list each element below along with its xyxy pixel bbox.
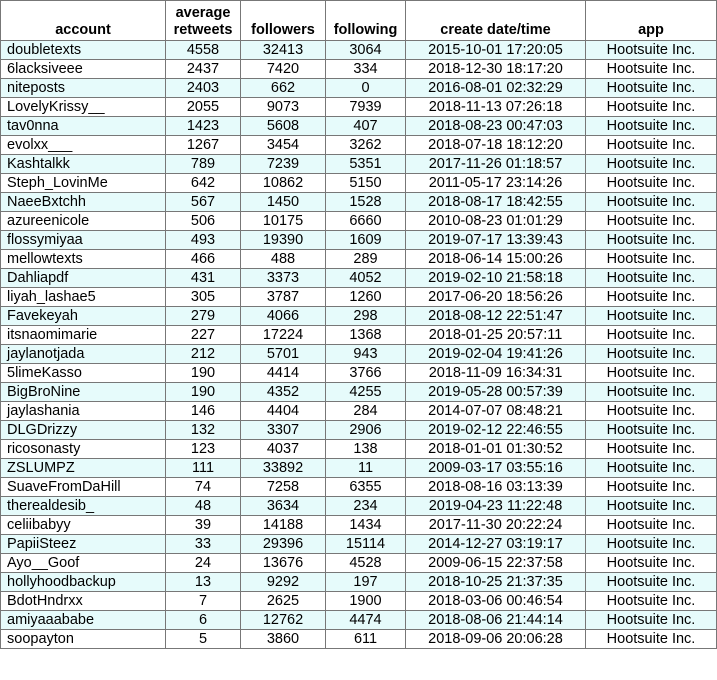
cell-followers: 9292 <box>241 573 326 592</box>
table-row <box>1 383 717 402</box>
cell-account: Dahliapdf <box>1 269 166 288</box>
cell-followers: 4414 <box>241 364 326 383</box>
cell-account: azureenicole <box>1 212 166 231</box>
table-row <box>1 592 717 611</box>
cell-average-retweets: 2437 <box>166 60 241 79</box>
cell-followers: 3454 <box>241 136 326 155</box>
table-row <box>1 307 717 326</box>
cell-average-retweets: 6 <box>166 611 241 630</box>
cell-average-retweets: 111 <box>166 459 241 478</box>
cell-create-date: 2018-11-09 16:34:31 <box>406 364 586 383</box>
cell-account: 6lacksiveee <box>1 60 166 79</box>
table-row <box>1 60 717 79</box>
cell-average-retweets: 431 <box>166 269 241 288</box>
cell-app: Hootsuite Inc. <box>586 288 717 307</box>
cell-app: Hootsuite Inc. <box>586 98 717 117</box>
cell-following: 138 <box>326 440 406 459</box>
cell-followers: 13676 <box>241 554 326 573</box>
cell-account: DLGDrizzy <box>1 421 166 440</box>
cell-app: Hootsuite Inc. <box>586 60 717 79</box>
cell-followers: 1450 <box>241 193 326 212</box>
table-row <box>1 212 717 231</box>
header-row <box>1 1 717 41</box>
cell-account: LovelyKrissy__ <box>1 98 166 117</box>
cell-create-date: 2017-11-30 20:22:24 <box>406 516 586 535</box>
cell-create-date: 2009-06-15 22:37:58 <box>406 554 586 573</box>
table-row <box>1 174 717 193</box>
table-row <box>1 155 717 174</box>
cell-create-date: 2011-05-17 23:14:26 <box>406 174 586 193</box>
cell-create-date: 2018-08-17 18:42:55 <box>406 193 586 212</box>
cell-create-date: 2018-09-06 20:06:28 <box>406 630 586 649</box>
cell-create-date: 2014-12-27 03:19:17 <box>406 535 586 554</box>
cell-following: 1609 <box>326 231 406 250</box>
cell-app: Hootsuite Inc. <box>586 592 717 611</box>
table-row <box>1 516 717 535</box>
header-following: following <box>326 1 406 41</box>
cell-account: NaeeBxtchh <box>1 193 166 212</box>
cell-followers: 32413 <box>241 41 326 60</box>
cell-create-date: 2019-02-04 19:41:26 <box>406 345 586 364</box>
table-row <box>1 288 717 307</box>
cell-following: 15114 <box>326 535 406 554</box>
cell-app: Hootsuite Inc. <box>586 554 717 573</box>
cell-account: Kashtalkk <box>1 155 166 174</box>
cell-app: Hootsuite Inc. <box>586 421 717 440</box>
cell-average-retweets: 146 <box>166 402 241 421</box>
header-account: account <box>1 1 166 41</box>
table-row <box>1 459 717 478</box>
cell-average-retweets: 39 <box>166 516 241 535</box>
cell-account: flossymiyaa <box>1 231 166 250</box>
cell-following: 334 <box>326 60 406 79</box>
table-row <box>1 535 717 554</box>
cell-account: ricosonasty <box>1 440 166 459</box>
cell-followers: 4066 <box>241 307 326 326</box>
cell-create-date: 2016-08-01 02:32:29 <box>406 79 586 98</box>
cell-app: Hootsuite Inc. <box>586 345 717 364</box>
cell-followers: 7258 <box>241 478 326 497</box>
cell-account: Steph_LovinMe <box>1 174 166 193</box>
cell-average-retweets: 279 <box>166 307 241 326</box>
cell-following: 5150 <box>326 174 406 193</box>
cell-app: Hootsuite Inc. <box>586 459 717 478</box>
cell-average-retweets: 493 <box>166 231 241 250</box>
cell-following: 1900 <box>326 592 406 611</box>
table-row <box>1 364 717 383</box>
cell-following: 7939 <box>326 98 406 117</box>
cell-followers: 14188 <box>241 516 326 535</box>
cell-average-retweets: 123 <box>166 440 241 459</box>
cell-followers: 7420 <box>241 60 326 79</box>
cell-create-date: 2015-10-01 17:20:05 <box>406 41 586 60</box>
cell-average-retweets: 567 <box>166 193 241 212</box>
cell-average-retweets: 48 <box>166 497 241 516</box>
cell-create-date: 2018-10-25 21:37:35 <box>406 573 586 592</box>
cell-app: Hootsuite Inc. <box>586 478 717 497</box>
table-row <box>1 554 717 573</box>
table-row <box>1 231 717 250</box>
cell-followers: 488 <box>241 250 326 269</box>
cell-app: Hootsuite Inc. <box>586 402 717 421</box>
cell-average-retweets: 506 <box>166 212 241 231</box>
cell-account: doubletexts <box>1 41 166 60</box>
cell-average-retweets: 74 <box>166 478 241 497</box>
cell-account: celiibabyy <box>1 516 166 535</box>
cell-following: 197 <box>326 573 406 592</box>
cell-following: 611 <box>326 630 406 649</box>
cell-average-retweets: 5 <box>166 630 241 649</box>
cell-followers: 3307 <box>241 421 326 440</box>
cell-app: Hootsuite Inc. <box>586 516 717 535</box>
cell-average-retweets: 2403 <box>166 79 241 98</box>
cell-account: itsnaomimarie <box>1 326 166 345</box>
cell-followers: 2625 <box>241 592 326 611</box>
cell-following: 1434 <box>326 516 406 535</box>
cell-following: 298 <box>326 307 406 326</box>
cell-following: 6355 <box>326 478 406 497</box>
cell-create-date: 2018-11-13 07:26:18 <box>406 98 586 117</box>
cell-account: SuaveFromDaHill <box>1 478 166 497</box>
table-row <box>1 630 717 649</box>
cell-create-date: 2018-01-01 01:30:52 <box>406 440 586 459</box>
cell-app: Hootsuite Inc. <box>586 630 717 649</box>
cell-app: Hootsuite Inc. <box>586 497 717 516</box>
cell-following: 5351 <box>326 155 406 174</box>
cell-following: 4474 <box>326 611 406 630</box>
cell-account: niteposts <box>1 79 166 98</box>
header-app: app <box>586 1 717 41</box>
cell-average-retweets: 1423 <box>166 117 241 136</box>
cell-account: ZSLUMPZ <box>1 459 166 478</box>
cell-app: Hootsuite Inc. <box>586 383 717 402</box>
cell-create-date: 2019-07-17 13:39:43 <box>406 231 586 250</box>
cell-average-retweets: 789 <box>166 155 241 174</box>
cell-followers: 4037 <box>241 440 326 459</box>
cell-account: amiyaaababe <box>1 611 166 630</box>
cell-average-retweets: 132 <box>166 421 241 440</box>
cell-average-retweets: 33 <box>166 535 241 554</box>
cell-account: hollyhoodbackup <box>1 573 166 592</box>
cell-following: 11 <box>326 459 406 478</box>
cell-followers: 10862 <box>241 174 326 193</box>
cell-followers: 19390 <box>241 231 326 250</box>
cell-create-date: 2019-02-10 21:58:18 <box>406 269 586 288</box>
cell-account: 5limeKasso <box>1 364 166 383</box>
cell-create-date: 2018-07-18 18:12:20 <box>406 136 586 155</box>
cell-followers: 7239 <box>241 155 326 174</box>
cell-app: Hootsuite Inc. <box>586 212 717 231</box>
cell-following: 3064 <box>326 41 406 60</box>
cell-create-date: 2019-05-28 00:57:39 <box>406 383 586 402</box>
table-row <box>1 193 717 212</box>
cell-app: Hootsuite Inc. <box>586 41 717 60</box>
cell-create-date: 2018-08-23 00:47:03 <box>406 117 586 136</box>
cell-following: 4052 <box>326 269 406 288</box>
cell-average-retweets: 190 <box>166 364 241 383</box>
cell-create-date: 2018-06-14 15:00:26 <box>406 250 586 269</box>
cell-average-retweets: 1267 <box>166 136 241 155</box>
cell-account: evolxx___ <box>1 136 166 155</box>
table-row <box>1 269 717 288</box>
cell-app: Hootsuite Inc. <box>586 174 717 193</box>
cell-followers: 9073 <box>241 98 326 117</box>
cell-account: Ayo__Goof <box>1 554 166 573</box>
header-followers: followers <box>241 1 326 41</box>
cell-app: Hootsuite Inc. <box>586 326 717 345</box>
cell-following: 407 <box>326 117 406 136</box>
cell-create-date: 2018-01-25 20:57:11 <box>406 326 586 345</box>
cell-account: Favekeyah <box>1 307 166 326</box>
cell-app: Hootsuite Inc. <box>586 79 717 98</box>
cell-average-retweets: 7 <box>166 592 241 611</box>
cell-followers: 17224 <box>241 326 326 345</box>
cell-create-date: 2019-02-12 22:46:55 <box>406 421 586 440</box>
cell-app: Hootsuite Inc. <box>586 193 717 212</box>
cell-average-retweets: 642 <box>166 174 241 193</box>
table-header <box>1 1 717 41</box>
cell-app: Hootsuite Inc. <box>586 307 717 326</box>
cell-create-date: 2009-03-17 03:55:16 <box>406 459 586 478</box>
cell-average-retweets: 212 <box>166 345 241 364</box>
cell-following: 2906 <box>326 421 406 440</box>
cell-average-retweets: 305 <box>166 288 241 307</box>
cell-following: 1260 <box>326 288 406 307</box>
cell-account: jaylanotjada <box>1 345 166 364</box>
cell-average-retweets: 190 <box>166 383 241 402</box>
cell-account: liyah_lashae5 <box>1 288 166 307</box>
table-row <box>1 611 717 630</box>
cell-following: 289 <box>326 250 406 269</box>
table-row <box>1 136 717 155</box>
cell-account: jaylashania <box>1 402 166 421</box>
table-row <box>1 345 717 364</box>
cell-app: Hootsuite Inc. <box>586 611 717 630</box>
cell-followers: 662 <box>241 79 326 98</box>
cell-following: 4528 <box>326 554 406 573</box>
cell-followers: 10175 <box>241 212 326 231</box>
cell-create-date: 2018-08-06 21:44:14 <box>406 611 586 630</box>
cell-average-retweets: 4558 <box>166 41 241 60</box>
cell-following: 3766 <box>326 364 406 383</box>
table-row <box>1 573 717 592</box>
cell-followers: 3634 <box>241 497 326 516</box>
cell-create-date: 2017-11-26 01:18:57 <box>406 155 586 174</box>
cell-account: BigBroNine <box>1 383 166 402</box>
cell-create-date: 2010-08-23 01:01:29 <box>406 212 586 231</box>
cell-app: Hootsuite Inc. <box>586 250 717 269</box>
table-row <box>1 98 717 117</box>
cell-account: soopayton <box>1 630 166 649</box>
cell-app: Hootsuite Inc. <box>586 231 717 250</box>
cell-app: Hootsuite Inc. <box>586 155 717 174</box>
cell-average-retweets: 13 <box>166 573 241 592</box>
table-body <box>1 41 717 649</box>
cell-followers: 12762 <box>241 611 326 630</box>
cell-create-date: 2018-12-30 18:17:20 <box>406 60 586 79</box>
table-row <box>1 402 717 421</box>
table-row <box>1 478 717 497</box>
cell-followers: 5608 <box>241 117 326 136</box>
cell-app: Hootsuite Inc. <box>586 364 717 383</box>
cell-account: BdotHndrxx <box>1 592 166 611</box>
cell-average-retweets: 227 <box>166 326 241 345</box>
cell-followers: 29396 <box>241 535 326 554</box>
cell-account: tav0nna <box>1 117 166 136</box>
table-row <box>1 79 717 98</box>
cell-followers: 5701 <box>241 345 326 364</box>
header-average-retweets: average retweets <box>166 1 241 41</box>
table-row <box>1 421 717 440</box>
cell-app: Hootsuite Inc. <box>586 269 717 288</box>
cell-account: PapiiSteez <box>1 535 166 554</box>
cell-app: Hootsuite Inc. <box>586 117 717 136</box>
table-row <box>1 41 717 60</box>
cell-average-retweets: 466 <box>166 250 241 269</box>
cell-following: 0 <box>326 79 406 98</box>
cell-average-retweets: 24 <box>166 554 241 573</box>
cell-create-date: 2014-07-07 08:48:21 <box>406 402 586 421</box>
header-create-date: create date/time <box>406 1 586 41</box>
cell-create-date: 2019-04-23 11:22:48 <box>406 497 586 516</box>
cell-create-date: 2018-08-16 03:13:39 <box>406 478 586 497</box>
cell-following: 6660 <box>326 212 406 231</box>
cell-create-date: 2018-03-06 00:46:54 <box>406 592 586 611</box>
cell-create-date: 2018-08-12 22:51:47 <box>406 307 586 326</box>
cell-following: 234 <box>326 497 406 516</box>
table-row <box>1 117 717 136</box>
cell-followers: 3860 <box>241 630 326 649</box>
cell-app: Hootsuite Inc. <box>586 136 717 155</box>
table-row <box>1 440 717 459</box>
cell-following: 1368 <box>326 326 406 345</box>
cell-account: therealdesib_ <box>1 497 166 516</box>
cell-app: Hootsuite Inc. <box>586 535 717 554</box>
cell-account: mellowtexts <box>1 250 166 269</box>
table-row <box>1 326 717 345</box>
table-row <box>1 497 717 516</box>
cell-followers: 4352 <box>241 383 326 402</box>
cell-app: Hootsuite Inc. <box>586 440 717 459</box>
cell-create-date: 2017-06-20 18:56:26 <box>406 288 586 307</box>
table-row <box>1 250 717 269</box>
cell-followers: 4404 <box>241 402 326 421</box>
cell-following: 284 <box>326 402 406 421</box>
cell-followers: 33892 <box>241 459 326 478</box>
cell-average-retweets: 2055 <box>166 98 241 117</box>
cell-following: 1528 <box>326 193 406 212</box>
cell-app: Hootsuite Inc. <box>586 573 717 592</box>
cell-followers: 3373 <box>241 269 326 288</box>
cell-followers: 3787 <box>241 288 326 307</box>
cell-following: 3262 <box>326 136 406 155</box>
cell-following: 943 <box>326 345 406 364</box>
cell-following: 4255 <box>326 383 406 402</box>
